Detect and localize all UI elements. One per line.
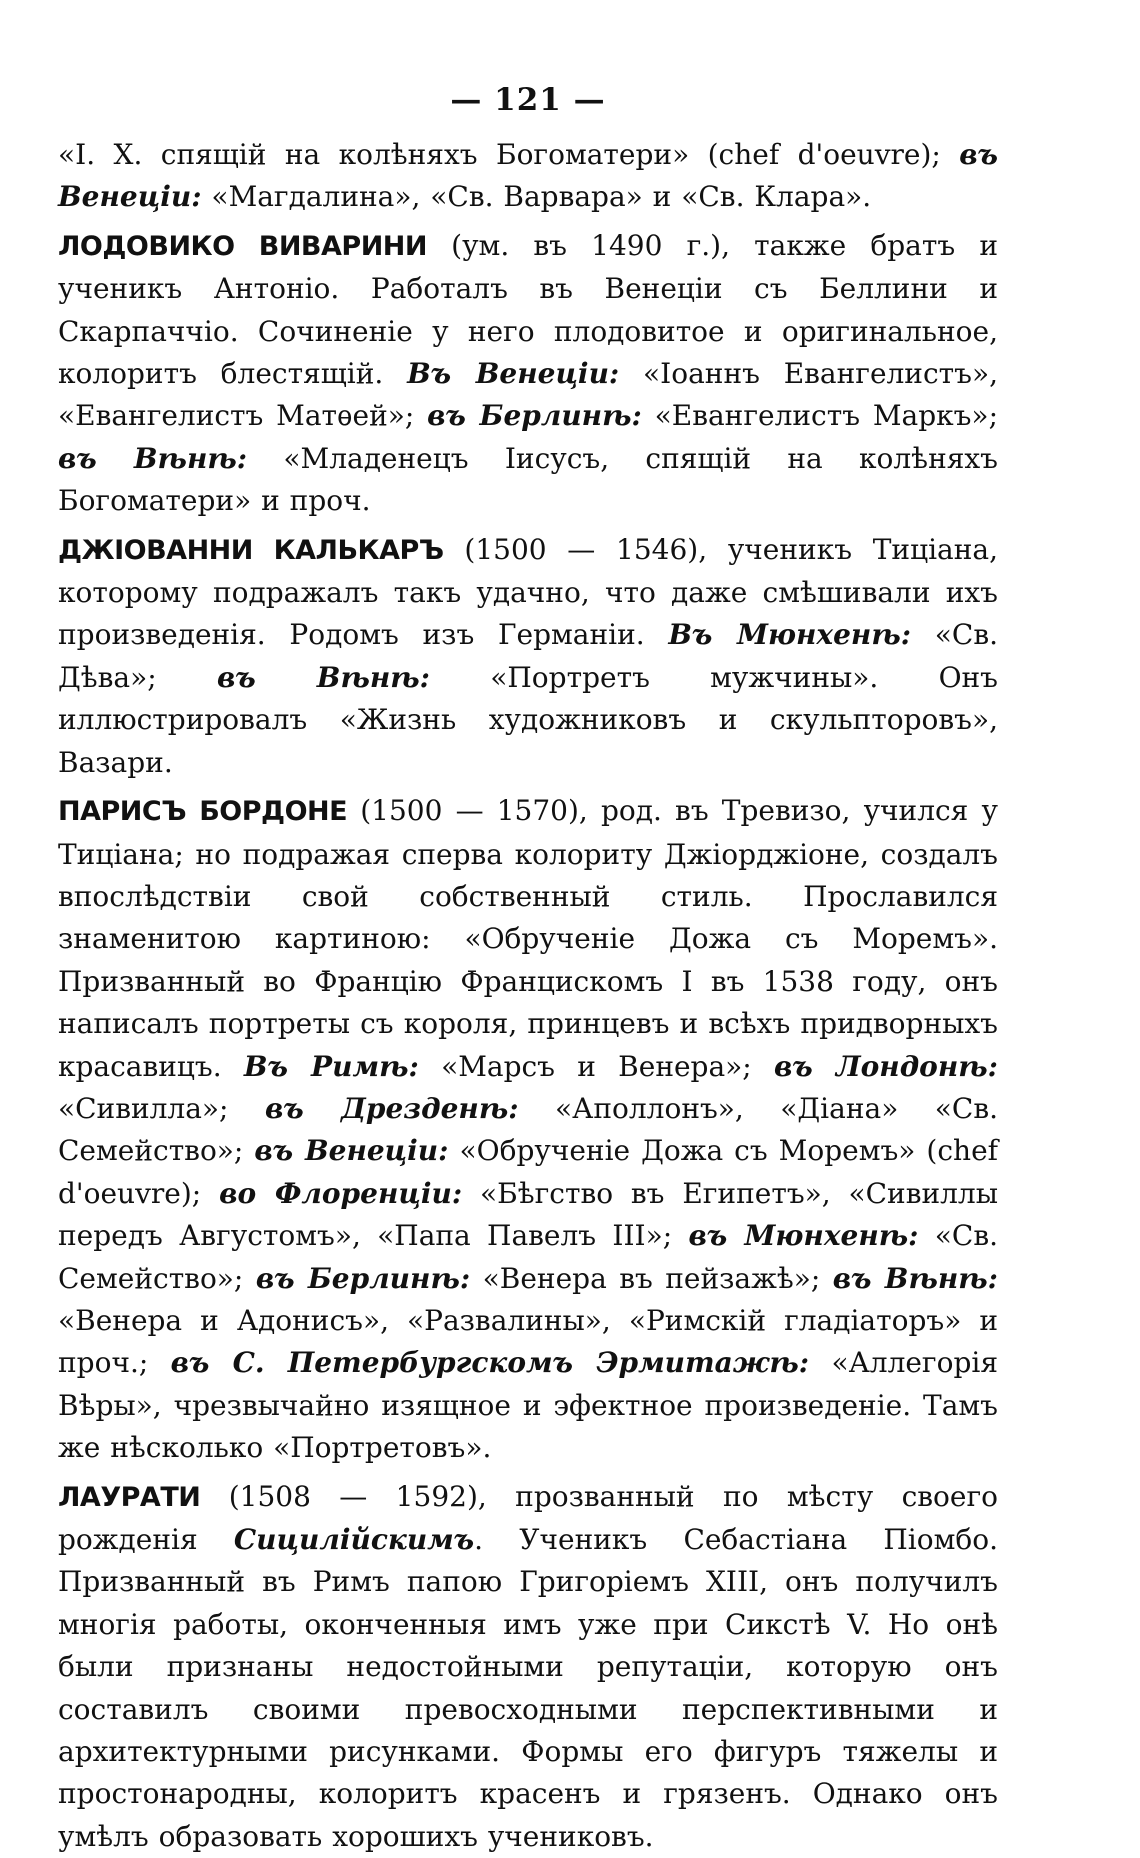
artist-name: ЛАУРАТИ: [58, 1481, 201, 1513]
text-segment: «І. X. спящій на колѣняхъ Богоматери» (chef d'oeuvre);: [58, 138, 960, 171]
location-label: въ Дрезденѣ:: [264, 1091, 519, 1125]
text-segment: «Іоаннъ Евангелистъ», «Евангелистъ Матѳей»;: [58, 357, 998, 433]
location-label: въ Вѣнѣ:: [832, 1261, 999, 1295]
text-segment: «Св. Семейство»;: [58, 1219, 998, 1295]
page-body: [58, 134, 998, 1858]
text-segment: (1500 — 1570), род. въ Тревизо, учился у Тиціана; но подражая сперва колориту Джіорджіоне, создалъ впослѣдствіи свой собственный стиль. Прославился знаменитою картиною: «Обрученіе Дожа съ Моремъ». Призванный во Францію Францискомъ I въ 1538 году, онъ написалъ портреты съ короля, принцевъ и всѣхъ придворныхъ красавицъ.: [58, 794, 998, 1083]
location-label: въ С. Петербургскомъ Эрмитажѣ:: [170, 1346, 810, 1380]
text-segment: «Аполлонъ», «Діана» «Св. Семейство»;: [58, 1091, 999, 1168]
location-label: въ Вѣнѣ:: [58, 441, 248, 475]
location-label: Въ Римѣ:: [243, 1049, 419, 1083]
text-segment: «Младенецъ Іисусъ, спящій на колѣняхъ Богоматери» и проч.: [58, 441, 998, 518]
book-page: [58, 82, 998, 1858]
artist-name: ДЖІОВАННИ КАЛЬКАРЪ: [58, 534, 444, 566]
paragraph: [58, 790, 998, 1470]
text-segment: . Ученикъ Себастіана Піомбо. Призванный въ Римъ папою Григоріемъ XIII, онъ получилъ многія работы, оконченныя имъ уже при Сикстѣ V. Но онѣ были признаны недостойными репутаціи, которую онъ составилъ своими превосходными перспективными и архитектурными рисунками. Формы его фигуръ тяжелы и простонародны, колоритъ красенъ и грязенъ. Однако онъ умѣлъ образовать хорошихъ учениковъ.: [58, 1523, 998, 1853]
text-segment: «Марсъ и Венера»;: [418, 1049, 774, 1083]
paragraph: [58, 134, 998, 219]
location-label: во Флоренціи:: [219, 1176, 463, 1210]
text-segment: «Магдалина», «Св. Варвара» и «Св. Клара».: [201, 180, 872, 214]
text-segment: «Св. Дѣва»;: [58, 618, 998, 694]
artist-name: ЛОДОВИКО ВИВАРИНИ: [58, 230, 427, 262]
location-label: въ Вѣнѣ:: [216, 660, 430, 694]
text-segment: «Сивилла»;: [58, 1091, 265, 1125]
text-segment: «Портретъ мужчины». Онъ иллюстрировалъ «Жизнь художниковъ и скульпторовъ», Вазари.: [58, 660, 998, 779]
location-label: въ Берлинѣ:: [427, 399, 642, 433]
location-label: Сицилійскимъ: [233, 1523, 475, 1556]
paragraph: [58, 1476, 998, 1858]
text-segment: «Венера въ пейзажѣ»;: [470, 1261, 833, 1295]
text-segment: «Обрученіе Дожа съ Моремъ» (chef d'oeuvre);: [58, 1134, 999, 1210]
text-segment: (1500 — 1546), ученикъ Тиціана, которому подражалъ такъ удачно, что даже смѣшивали ихъ произведенія. Родомъ изъ Германіи.: [58, 532, 998, 652]
location-label: въ Венеціи:: [58, 138, 998, 214]
location-label: Въ Мюнхенѣ:: [668, 618, 912, 652]
artist-name: ПАРИСЪ БОРДОНЕ: [58, 796, 348, 828]
text-segment: (1508 — 1592), прозванный по мѣсту своего рожденія: [58, 1479, 998, 1556]
location-label: въ Лондонѣ:: [774, 1049, 998, 1083]
text-segment: «Аллегорія Вѣры», чрезвычайно изящное и эфектное произведеніе. Тамъ же нѣсколько «Портретовъ».: [58, 1346, 998, 1465]
text-segment: (ум. въ 1490 г.), также братъ и ученикъ Антоніо. Работалъ въ Венеціи съ Беллини и Скарпаччіо. Сочиненіе у него плодовитое и оригинальное, колоритъ блестящій.: [58, 228, 998, 391]
paragraph: [58, 225, 998, 523]
text-segment: «Бѣгство въ Египетъ», «Сивиллы передъ Августомъ», «Папа Павелъ III»;: [58, 1176, 998, 1253]
text-segment: «Евангелистъ Маркъ»;: [641, 399, 999, 433]
page-number: — 121 —: [450, 82, 606, 118]
paragraph: [58, 529, 998, 784]
location-label: въ Мюнхенѣ:: [688, 1219, 919, 1253]
location-label: Въ Венеціи:: [407, 357, 620, 391]
location-label: въ Венеціи:: [254, 1134, 449, 1168]
location-label: въ Берлинѣ:: [255, 1261, 471, 1295]
text-segment: «Венера и Адонисъ», «Развалины», «Римскій гладіаторъ» и проч.;: [58, 1303, 998, 1380]
